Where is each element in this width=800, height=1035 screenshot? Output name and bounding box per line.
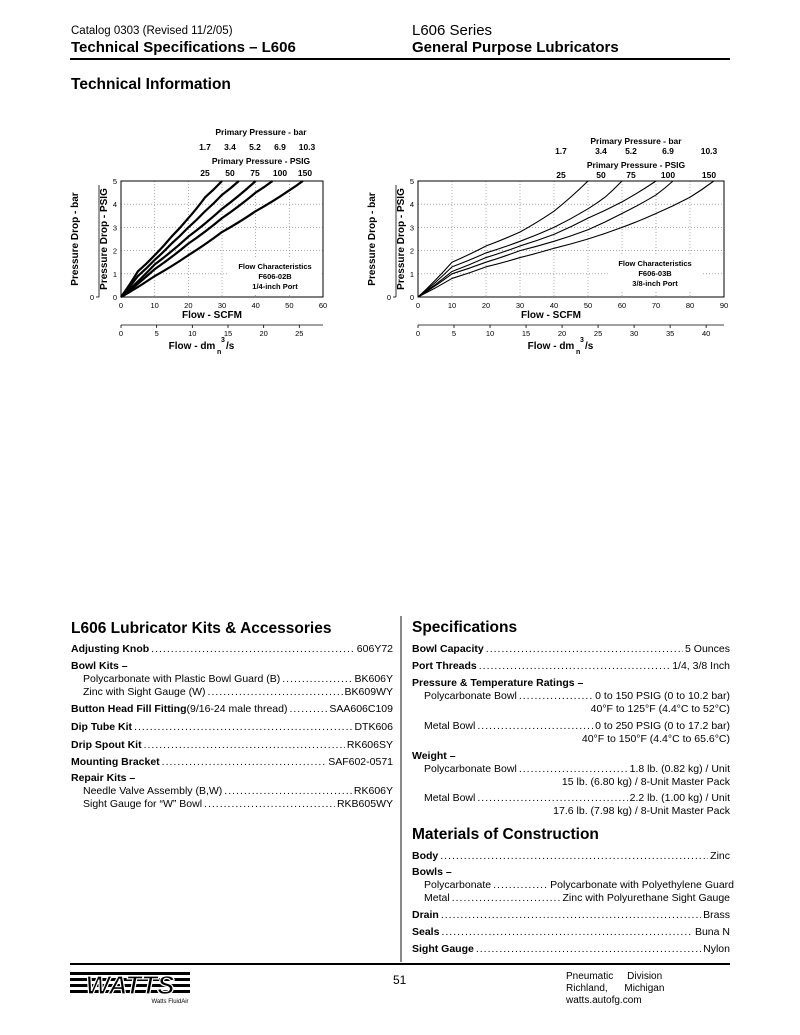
x-tick-scfm: 30 — [217, 301, 227, 310]
drain-row: Drain ..... Brass — [412, 909, 730, 921]
x-tick-dmn: 15 — [521, 329, 531, 338]
footer-division: Pneumatic Division — [566, 971, 663, 982]
drip-spout-row: Drip Spout Kit ..... RK606SY — [71, 739, 393, 751]
materials-title: Materials of Construction — [412, 826, 599, 843]
bar-value-label: 1.7 — [199, 142, 211, 152]
x-tick-scfm: 50 — [583, 301, 593, 310]
weight-poly-pack: 15 lb. (6.80 kg) / 8-Unit Master Pack — [561, 776, 730, 788]
x-axis-label-dmn: Flow - dm — [527, 341, 575, 352]
y-tick-psig: 5 — [112, 177, 117, 186]
x-axis-label-dmn-sup: 3 — [580, 337, 584, 344]
sight-gauge-kit-row: Sight Gauge for “W” Bowl ..... RKB605WY — [83, 798, 393, 810]
ptr-poly-row: Polycarbonate Bowl ..... 0 to 150 PSIG (0 to 10.2 bar) — [424, 690, 730, 702]
series-label-50: 50 — [596, 170, 606, 180]
x-tick-dmn: 35 — [665, 329, 675, 338]
x-axis-label-scfm: Flow - SCFM — [182, 310, 242, 321]
header-rule — [70, 58, 730, 60]
bar-value-label: 3.4 — [224, 142, 236, 152]
seals-row: Seals ..... Buna N — [412, 926, 730, 938]
x-tick-dmn: 20 — [259, 329, 268, 338]
flow-charts — [0, 120, 800, 370]
x-tick-dmn: 0 — [118, 329, 124, 338]
column-divider — [400, 616, 402, 962]
ptr-metal-row: Metal Bowl ..... 0 to 250 PSIG (0 to 17.2 bar) — [424, 720, 730, 732]
series-label-75: 75 — [250, 168, 260, 178]
flow-char-model: F606-03B — [638, 269, 672, 278]
bar-value-label: 5.2 — [249, 142, 261, 152]
weight-label: Weight – — [412, 750, 456, 762]
y-axis-label-psig: Pressure Drop - PSIG — [396, 188, 407, 290]
repair-kits-label: Repair Kits – — [71, 772, 136, 784]
sight-gauge-material-row: Sight Gauge ..... Nylon — [412, 943, 730, 955]
ptr-label: Pressure & Temperature Ratings – — [412, 677, 584, 689]
ptr-metal-temp: 40°F to 150°F (4.4°C to 65.6°C) — [581, 733, 730, 745]
x-tick-scfm: 20 — [481, 301, 491, 310]
bowl-kit-poly-row: Polycarbonate with Plastic Bowl Guard (B) ..... BK606Y — [83, 673, 393, 685]
series-label-50: 50 — [225, 168, 235, 178]
port-threads-row: Port Threads ..... 1/4, 3/8 Inch — [412, 660, 730, 672]
y-tick-psig: 1 — [112, 269, 117, 279]
footer-location: Richland, Michigan — [566, 983, 665, 994]
x-tick-dmn: 25 — [593, 329, 603, 338]
bowl-capacity-row: Bowl Capacity ..... 5 Ounces — [412, 643, 730, 655]
x-tick-dmn: 5 — [451, 329, 457, 338]
x-axis-label-dmn: Flow - dm — [168, 341, 216, 352]
bar-value-label: 6.9 — [662, 146, 674, 156]
x-tick-scfm: 0 — [118, 301, 124, 310]
x-tick-scfm: 60 — [617, 301, 627, 310]
x-tick-scfm: 40 — [549, 301, 559, 310]
technical-information-title: Technical Information — [71, 76, 231, 93]
x-tick-scfm: 20 — [184, 301, 193, 310]
adjusting-knob-row: Adjusting Knob ..... 606Y72 — [71, 643, 393, 655]
bowl-metal-material-row: Metal ..... Zinc with Polyurethane Sight Gauge — [424, 892, 730, 904]
bar-value-label: 10.3 — [700, 146, 718, 156]
bar-value-label: 1.7 — [555, 146, 567, 156]
x-tick-dmn: 10 — [188, 329, 197, 338]
y-tick-psig: 1 — [409, 269, 414, 279]
weight-poly-row: Polycarbonate Bowl ..... 1.8 lb. (0.82 kg) / Unit — [424, 763, 730, 775]
y-axis-label-bar: Pressure Drop - bar — [70, 192, 81, 286]
bar-value-label: 6.9 — [274, 142, 286, 152]
x-tick-dmn: 20 — [557, 329, 567, 338]
y-tick-bar: 0 — [386, 293, 391, 302]
x-tick-scfm: 30 — [515, 301, 525, 310]
body-row: Body ..... Zinc — [412, 850, 730, 862]
dip-tube-row: Dip Tube Kit ..... DTK606 — [71, 721, 393, 733]
flow-char-title: Flow Characteristics — [618, 259, 692, 268]
x-tick-scfm: 10 — [447, 301, 457, 310]
primary-pressure-bar-label: Primary Pressure - bar — [590, 136, 682, 146]
weight-metal-pack: 17.6 lb. (7.98 kg) / 8-Unit Master Pack — [553, 805, 730, 817]
kits-title: L606 Lubricator Kits & Accessories — [71, 620, 332, 637]
y-tick-psig: 0 — [409, 293, 414, 302]
x-axis-label-scfm: Flow - SCFM — [521, 310, 581, 321]
button-head-row: Button Head Fill Fitting (9/16-24 male thread) ..... SAA606C109 — [71, 703, 393, 715]
y-tick-bar: 0 — [89, 293, 94, 302]
series-name: L606 Series — [412, 22, 493, 39]
y-axis-label-psig: Pressure Drop - PSIG — [99, 188, 110, 290]
primary-pressure-bar-label: Primary Pressure - bar — [215, 127, 307, 137]
x-tick-scfm: 40 — [251, 301, 260, 310]
y-tick-psig: 0 — [112, 293, 117, 302]
x-tick-scfm: 80 — [685, 301, 695, 310]
y-tick-psig: 2 — [409, 246, 414, 256]
series-label-25: 25 — [556, 170, 566, 180]
y-tick-psig: 3 — [112, 223, 117, 233]
specifications-title: Specifications — [412, 619, 518, 636]
flow-char-port: 3/8-inch Port — [632, 279, 678, 288]
watts-logo — [70, 970, 190, 1004]
ptr-poly-temp: 40°F to 125°F (4.4°C to 52°C) — [590, 703, 730, 715]
primary-pressure-psig-label: Primary Pressure - PSIG — [211, 156, 311, 166]
flow-char-port: 1/4-inch Port — [252, 282, 298, 291]
watts-logo-sub: Watts FluidAir — [151, 999, 189, 1004]
x-tick-dmn: 5 — [154, 329, 159, 338]
bar-value-label: 5.2 — [625, 146, 637, 156]
weight-metal-row: Metal Bowl ..... 2.2 lb. (1.00 kg) / Unit — [424, 792, 730, 804]
y-tick-psig: 2 — [112, 246, 117, 256]
series-label-150: 150 — [701, 170, 717, 180]
bar-value-label: 3.4 — [595, 146, 607, 156]
series-label-75: 75 — [626, 170, 636, 180]
x-tick-scfm: 0 — [415, 301, 421, 310]
series-label-150: 150 — [297, 168, 313, 178]
x-tick-dmn: 15 — [223, 329, 233, 338]
x-tick-scfm: 70 — [651, 301, 661, 310]
y-tick-psig: 5 — [409, 177, 414, 186]
footer-website: watts.autofg.com — [566, 995, 642, 1006]
watts-logo-text: WATTS — [85, 970, 175, 1000]
x-tick-dmn: 10 — [485, 329, 495, 338]
x-axis-label-dmn-sub: n — [576, 349, 581, 356]
mounting-bracket-row: Mounting Bracket ..... SAF602-0571 — [71, 756, 393, 768]
flow-char-model: F606-02B — [258, 272, 292, 281]
series-label-100: 100 — [272, 168, 288, 178]
flow-char-title: Flow Characteristics — [238, 262, 312, 271]
x-tick-scfm: 10 — [150, 301, 159, 310]
x-axis-label-dmn-sup: 3 — [221, 337, 225, 344]
x-tick-dmn: 40 — [701, 329, 711, 338]
bar-value-label: 10.3 — [298, 142, 316, 152]
x-axis-label-dmn-tail: /s — [226, 341, 235, 352]
x-tick-scfm: 90 — [719, 301, 729, 310]
right-page-title: General Purpose Lubricators — [412, 39, 619, 56]
primary-pressure-psig-label: Primary Pressure - PSIG — [586, 160, 686, 170]
x-tick-dmn: 25 — [295, 329, 304, 338]
needle-valve-row: Needle Valve Assembly (B,W) ..... RK606Y — [83, 785, 393, 797]
x-tick-dmn: 30 — [629, 329, 639, 338]
left-page-title: Technical Specifications – L606 — [71, 39, 296, 56]
bowl-kit-zinc-row: Zinc with Sight Gauge (W) ..... BK609WY — [83, 686, 393, 698]
y-axis-label-bar: Pressure Drop - bar — [367, 192, 378, 286]
x-tick-dmn: 0 — [415, 329, 421, 338]
x-tick-scfm: 60 — [318, 301, 328, 310]
series-label-25: 25 — [200, 168, 210, 178]
footer-rule — [70, 963, 730, 965]
series-label-100: 100 — [660, 170, 676, 180]
x-tick-scfm: 50 — [285, 301, 294, 310]
y-tick-psig: 4 — [112, 200, 117, 210]
bowls-label: Bowls – — [412, 866, 452, 878]
bowl-kits-label: Bowl Kits – — [71, 660, 128, 672]
page-number: 51 — [393, 973, 407, 987]
catalog-info: Catalog 0303 (Revised 11/2/05) — [71, 25, 233, 37]
x-axis-label-dmn-tail: /s — [585, 341, 594, 352]
bowl-poly-material-row: Polycarbonate ..... Polycarbonate with Polyethylene Guard — [424, 879, 730, 891]
y-tick-psig: 4 — [409, 200, 414, 210]
y-tick-psig: 3 — [409, 223, 414, 233]
x-axis-label-dmn-sub: n — [217, 349, 222, 356]
